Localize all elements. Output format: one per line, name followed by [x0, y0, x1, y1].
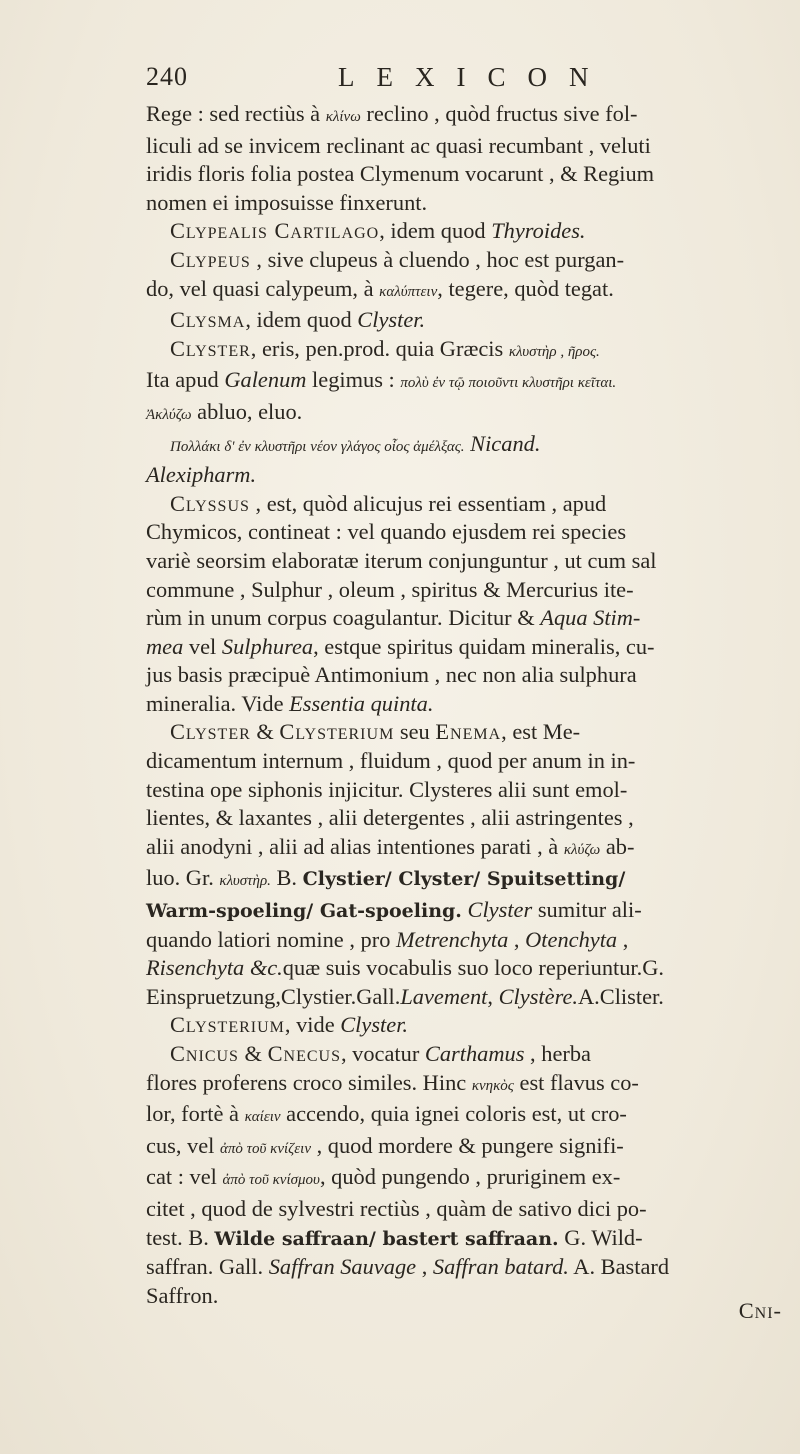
italic-text: Clyster. [357, 307, 426, 333]
text-run: cus, vel [146, 1132, 220, 1158]
headword: Clypealis Cartilago [170, 218, 380, 244]
text-run: , idem quod [379, 218, 492, 244]
text-run: flores proferens croco similes. Hinc [146, 1069, 472, 1095]
text-run: seu [394, 719, 436, 745]
italic-text: Thyroides. [491, 218, 586, 244]
text-run: ab- [600, 833, 635, 859]
headword: Clyster [170, 335, 251, 361]
text-run: alii anodyni , alii ad alias intentiones parati , à [146, 833, 564, 859]
headword: Clysterium [279, 719, 395, 745]
text-run: variè seorsim elaboratæ iterum conjunguntur , ut cum sal [146, 547, 657, 573]
text-run: lor, fortè à [146, 1101, 245, 1127]
blackletter-text: Wilde saffraan/ bastert saffraan. [214, 1227, 559, 1250]
greek-text: κνηκὸς [471, 1077, 514, 1094]
greek-text: κλυστὴρ. [219, 873, 271, 890]
headword: Clyster [170, 719, 251, 745]
text-run: commune , Sulphur , oleum , spiritus & Mercurius ite- [146, 576, 634, 602]
text-line [146, 306, 796, 335]
text-run: iridis floris folia postea Clymenum vocarunt , & Regium [146, 161, 655, 187]
text-run: & [238, 1041, 268, 1066]
text-line [146, 1163, 796, 1195]
italic-text: Aqua Stim- [540, 605, 641, 631]
text-run: quando latiori nomine , pro [146, 926, 396, 952]
text-run: mineralia. Vide [146, 690, 290, 716]
text-run: , tegere, quòd tegat. [437, 275, 614, 301]
text-line [146, 864, 796, 896]
text-run: lientes, & laxantes , alii detergentes , alii astringentes , [146, 805, 634, 831]
text-run: A.Clister. [578, 983, 664, 1009]
headword: Clyssus [170, 490, 250, 516]
text-run: reclino , quòd fructus sive fol- [360, 101, 638, 126]
italic-text: Saffran Sauvage [268, 1254, 417, 1280]
text-run: nomen ei imposuisse finxerunt. [146, 189, 428, 215]
text-run: , eris, pen.prod. quia Græcis [250, 335, 509, 361]
text-run: legimus : [306, 367, 401, 393]
greek-text: κλύζω [563, 841, 601, 858]
text-run: Saffron. [146, 1282, 219, 1308]
text-line [146, 398, 796, 430]
italic-text: Alexipharm. [146, 462, 257, 488]
running-head [146, 62, 796, 96]
text-run: , est Me- [501, 719, 581, 745]
text-run: est flavus co- [513, 1069, 639, 1095]
italic-text: Sulphurea [221, 633, 314, 659]
text-line [146, 335, 796, 367]
greek-text: Ἀκλύζω [146, 406, 192, 423]
text-run: , [416, 1254, 433, 1280]
text-line [146, 1132, 796, 1164]
italic-text: mea [146, 633, 184, 659]
text-run: sumitur ali- [532, 897, 642, 923]
text-line [146, 776, 796, 805]
text-line [146, 1011, 796, 1040]
text-line [146, 1069, 796, 1101]
text-line [146, 430, 796, 462]
catchword: Cni- [738, 1298, 782, 1323]
text-line [146, 461, 796, 490]
text-run: , est, quòd alicujus rei essentiam , apud [249, 490, 607, 516]
text-run: rùm in unum corpus coagulantur. Dicitur & [146, 605, 541, 631]
text-run: vel [183, 633, 222, 659]
text-run: , idem quod [245, 307, 358, 333]
text-line [146, 804, 796, 833]
greek-text: καίειν [244, 1109, 281, 1126]
text-run: jus basis præcipuè Antimonium , nec non alia sulphura [146, 662, 637, 688]
text-line [146, 1195, 796, 1224]
text-run: , quòd pungendo , pruriginem ex- [319, 1164, 621, 1190]
text-line [146, 576, 796, 605]
headword: Enema [435, 719, 502, 745]
text-run: , quod mordere & pungere signifi- [310, 1132, 624, 1158]
text-line [146, 366, 796, 398]
headword: Clysma [170, 307, 246, 333]
text-run: , herba [524, 1041, 591, 1066]
text-run: abluo, eluo. [191, 398, 303, 424]
greek-text: καλύπτειν [379, 283, 438, 300]
text-line [146, 983, 796, 1012]
text-run: liculi ad se invicem reclinant ac quasi recumbant , veluti [146, 132, 651, 158]
text-line [146, 718, 796, 747]
blackletter-text: Clystier/ Clyster/ Spuitsetting/ [302, 868, 626, 891]
blackletter-text: Warm-spoeling/ Gat-spoeling. [146, 900, 462, 923]
text-line [146, 690, 796, 719]
italic-text: Nicand. [470, 430, 541, 456]
text-line [146, 661, 796, 690]
italic-text: Saffran batard. [432, 1254, 569, 1280]
text-line [146, 1100, 796, 1132]
page-number: 240 [146, 62, 188, 91]
text-line [146, 547, 796, 576]
text-run: saffran. Gall. [146, 1254, 269, 1280]
text-line [146, 926, 796, 955]
italic-text: Clystère. [498, 983, 578, 1009]
text-line [146, 747, 796, 776]
text-run: , vocatur [340, 1041, 425, 1066]
italic-text: Risenchyta &c. [146, 955, 283, 981]
text-line [146, 896, 796, 926]
text-run: citet , quod de sylvestri rectiùs , quàm de sativo dici po- [146, 1195, 647, 1221]
lexicon-text-block [146, 100, 796, 1310]
text-run: Chymicos, contineat : vel quando ejusdem rei species [146, 519, 627, 545]
text-run: & [250, 719, 280, 745]
text-line [146, 189, 796, 218]
text-run: A. Bastard [568, 1254, 670, 1280]
text-run: cat : vel [146, 1164, 223, 1190]
text-line [146, 217, 796, 246]
text-run: G. Wild- [558, 1224, 643, 1250]
text-run: dicamentum internum , fluidum , quod per anum in in- [146, 748, 636, 774]
greek-text: κλίνω [325, 109, 361, 125]
text-line [146, 490, 796, 519]
text-line [146, 1040, 796, 1069]
text-run: , vide [284, 1012, 341, 1038]
text-run: quæ suis vocabulis suo loco reperiuntur.G. [282, 955, 665, 981]
italic-text: Clyster. [340, 1012, 409, 1038]
text-line [146, 1253, 796, 1282]
text-run: , [508, 926, 526, 952]
greek-text: ἀπὸ τοῦ κνίσμου [222, 1172, 320, 1189]
text-line [146, 1282, 796, 1311]
text-line [146, 160, 796, 189]
text-line [146, 246, 796, 275]
text-run: Ita apud [146, 367, 225, 393]
italic-text: Carthamus [424, 1041, 525, 1066]
text-run: , estque spiritus quidam mineralis, cu- [313, 633, 655, 659]
text-run: luo. Gr. [146, 865, 220, 891]
text-run: B. [270, 865, 303, 891]
text-run: , sive clupeus à cluendo , hoc est purgan- [250, 246, 625, 272]
text-line [146, 633, 796, 662]
headword: Clysterium [170, 1012, 285, 1038]
text-run: , [487, 983, 499, 1009]
headword: Cnecus [267, 1041, 341, 1066]
text-line [146, 1224, 796, 1254]
italic-text: Galenum [224, 367, 307, 393]
text-line [146, 604, 796, 633]
italic-text: Otenchyta [525, 926, 618, 952]
greek-text: ἀπὸ τοῦ κνίζειν [220, 1140, 311, 1157]
headword: Clypeus [170, 246, 251, 272]
text-run: Einspruetzung,Clystier.Gall. [146, 983, 401, 1009]
greek-text: Πολλάκι δ' ἐν κλυστῆρι νέον γλάγος οἷος ἀμέλξας. [170, 438, 465, 455]
italic-text: Essentia quinta. [289, 690, 434, 716]
text-line [146, 954, 796, 983]
text-line [146, 100, 796, 132]
greek-text: πολὺ ἐν τῷ ποιοῦντι κλυστῆρι κεῖται. [400, 375, 617, 392]
running-title: LEXICON [338, 62, 611, 92]
text-run: accendo, quia ignei coloris est, ut cro- [280, 1101, 627, 1127]
text-line [146, 518, 796, 547]
text-run: do, vel quasi calypeum, à [146, 275, 380, 301]
text-run: test. B. [146, 1224, 215, 1250]
italic-text: Lavement [400, 983, 488, 1009]
headword: Cnicus [170, 1041, 239, 1066]
greek-text: κλυστὴρ , ῆρος. [508, 343, 600, 360]
text-line [146, 132, 796, 161]
text-run: Rege : sed rectiùs à [146, 101, 326, 126]
text-line [146, 275, 796, 307]
text-run: , [617, 926, 629, 952]
italic-text: Metrenchyta [395, 926, 509, 952]
italic-text: Clyster [467, 897, 533, 923]
text-line [146, 833, 796, 865]
text-run: testina ope siphonis injicitur. Clysteres alii sunt emol- [146, 776, 628, 802]
